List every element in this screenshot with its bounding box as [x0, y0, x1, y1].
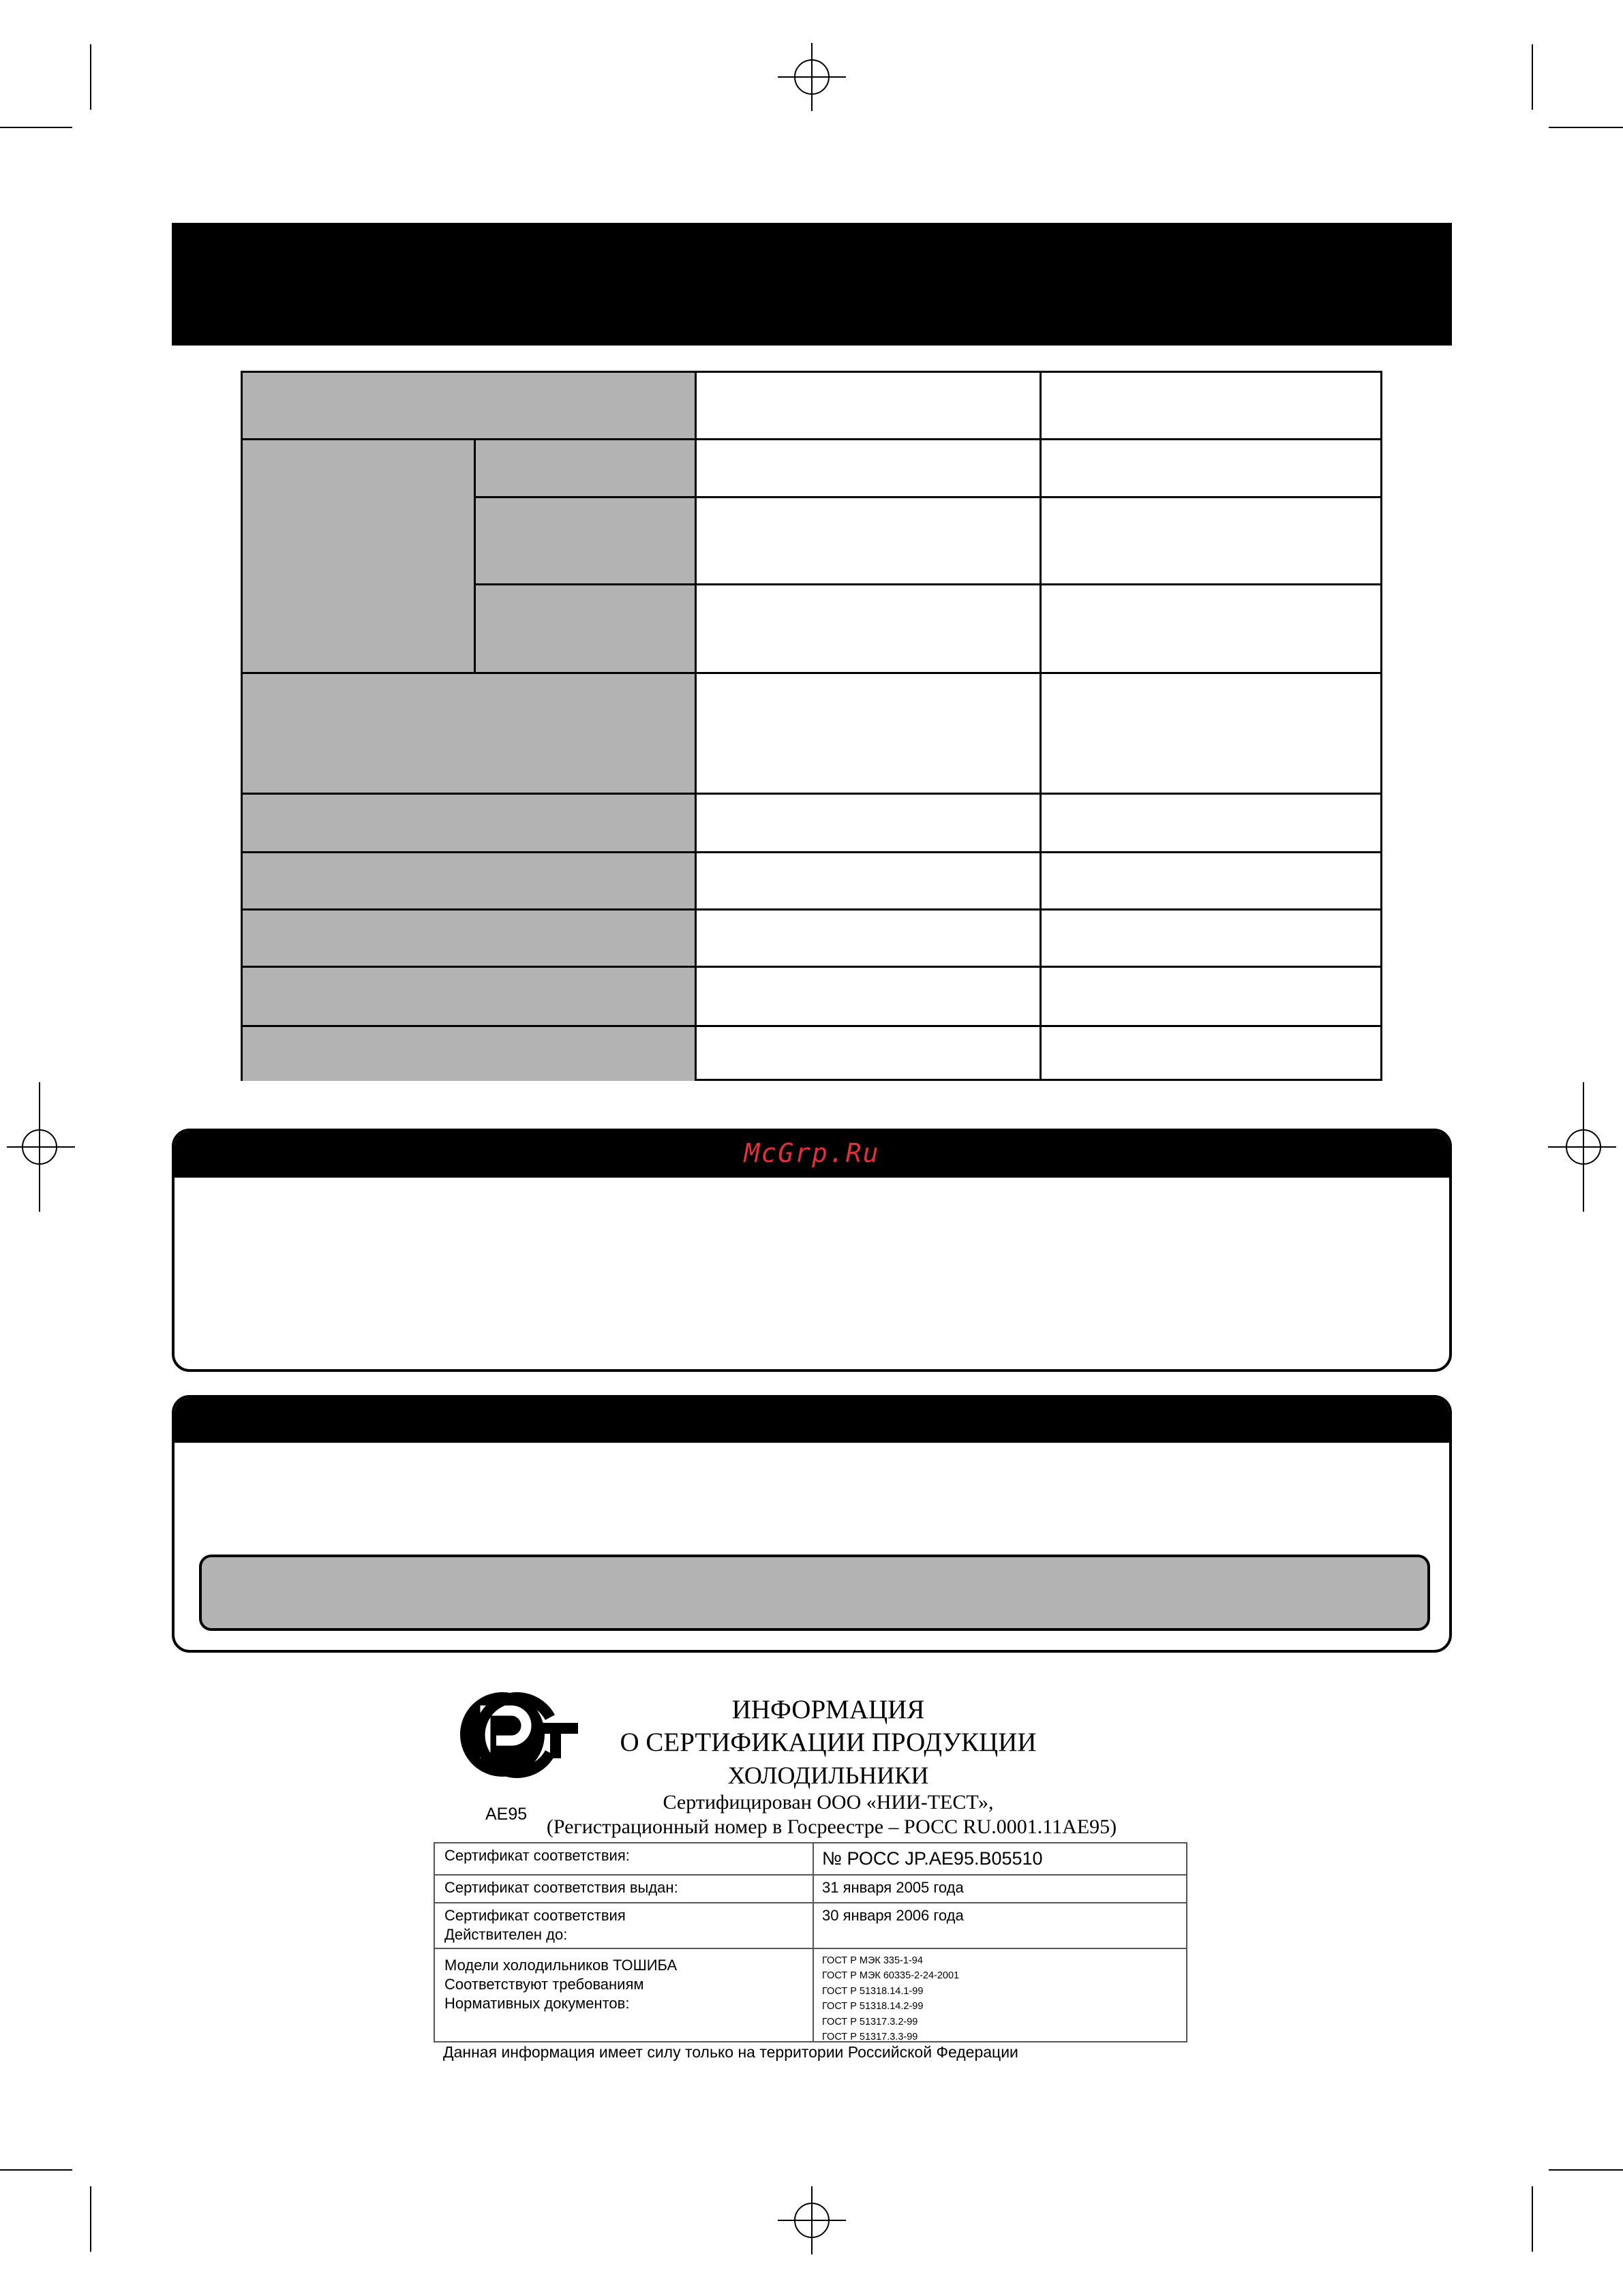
info-panel-header: [175, 1131, 1449, 1178]
crop-mark: [90, 2186, 91, 2252]
table-row: [435, 1949, 1186, 2042]
crop-mark: [90, 44, 91, 110]
spec-sublabel-cell: [476, 585, 697, 674]
crop-mark: [0, 2169, 72, 2171]
table-row: [435, 1903, 1186, 1949]
standard-item: ГОСТ Р 51318.14.2-99: [822, 2001, 924, 2012]
registration-mark-icon: [1548, 1082, 1616, 1212]
certification-body-code: AE95: [485, 1805, 528, 1824]
crop-mark: [1549, 2169, 1623, 2171]
cert-row-label: Модели холодильников ТОШИБА Соответствуют требованиям Нормативных документов:: [444, 1957, 678, 2012]
spec-value-cell: [1042, 1027, 1382, 1081]
standards-list: [822, 1953, 959, 2045]
registration-mark-icon: [7, 1082, 75, 1212]
cert-registry-number: (Регистрационный номер в Госреестре – РОСС RU.0001.11АЕ95): [546, 1816, 1117, 1838]
spec-value-cell: [1042, 674, 1382, 795]
spec-value-cell: [697, 795, 1042, 853]
spec-sublabel-cell: [476, 498, 697, 585]
spec-label-cell: [243, 910, 697, 968]
cert-title-line3: ХОЛОДИЛЬНИКИ: [727, 1762, 929, 1789]
spec-value-cell: [1042, 440, 1382, 498]
cert-title-line1: ИНФОРМАЦИЯ: [731, 1695, 925, 1724]
table-row: [435, 1843, 1186, 1876]
spec-value-cell: [697, 1027, 1042, 1081]
spec-label-cell: [243, 795, 697, 853]
spec-sublabel-cell: [476, 440, 697, 498]
standard-item: ГОСТ Р 51317.3.3-99: [822, 2032, 918, 2043]
spec-table: [241, 371, 1382, 1081]
note-panel-header: [175, 1398, 1449, 1443]
watermark-text: McGrp.Ru: [744, 1138, 880, 1168]
cert-certified-by: Сертифицирован ООО «НИИ-ТЕСТ»,: [663, 1791, 994, 1813]
spec-value-cell: [1042, 585, 1382, 674]
crop-mark: [1532, 2186, 1533, 2252]
spec-value-cell: [1042, 795, 1382, 853]
spec-value-cell: [697, 498, 1042, 585]
spec-value-cell: [697, 373, 1042, 440]
cert-row-label: Сертификат соответствия Действителен до:: [444, 1907, 626, 1943]
spec-value-cell: [697, 968, 1042, 1027]
standard-item: ГОСТ Р МЭК 335-1-94: [822, 1955, 923, 1966]
crop-mark: [0, 127, 72, 128]
cert-row-value: 30 января 2006 года: [822, 1907, 964, 1924]
standard-item: ГОСТ Р 51317.3.2-99: [822, 2016, 918, 2027]
spec-value-cell: [1042, 373, 1382, 440]
spec-value-cell: [697, 440, 1042, 498]
spec-value-cell: [1042, 910, 1382, 968]
spec-value-cell: [1042, 968, 1382, 1027]
info-panel: [172, 1129, 1452, 1372]
spec-group-label-cell: [243, 440, 476, 674]
cert-row-label: Сертификат соответствия:: [444, 1847, 630, 1864]
spec-value-cell: [697, 674, 1042, 795]
spec-label-cell: [243, 373, 697, 440]
spec-label-cell: [243, 853, 697, 910]
crop-mark: [1532, 44, 1533, 110]
table-row: [435, 1876, 1186, 1903]
section-header-bar: [172, 223, 1452, 346]
note-panel: [172, 1395, 1452, 1653]
registration-mark-icon: [778, 43, 846, 111]
cert-title-line2: О СЕРТИФИКАЦИИ ПРОДУКЦИИ: [620, 1728, 1037, 1757]
standard-item: ГОСТ Р МЭК 60335-2-24-2001: [822, 1970, 960, 1982]
registration-mark-icon: [778, 2186, 846, 2254]
spec-value-cell: [697, 585, 1042, 674]
spec-label-cell: [243, 674, 697, 795]
spec-value-cell: [697, 910, 1042, 968]
crop-mark: [1549, 127, 1623, 128]
cert-row-value: № РОСС JP.AE95.B05510: [822, 1848, 1043, 1869]
standard-item: ГОСТ Р 51318.14.1-99: [822, 1985, 924, 1997]
spec-value-cell: [1042, 853, 1382, 910]
spec-value-cell: [1042, 498, 1382, 585]
note-panel-highlight: [199, 1555, 1430, 1631]
cert-row-value: 31 января 2005 года: [822, 1879, 964, 1896]
certificate-table: [434, 1842, 1187, 2042]
cert-row-label: Сертификат соответствия выдан:: [444, 1879, 678, 1896]
spec-label-cell: [243, 968, 697, 1027]
spec-label-cell: [243, 1027, 697, 1081]
cert-validity-note: Данная информация имеет силу только на территории Российской Федерации: [443, 2043, 1018, 2061]
spec-value-cell: [697, 853, 1042, 910]
